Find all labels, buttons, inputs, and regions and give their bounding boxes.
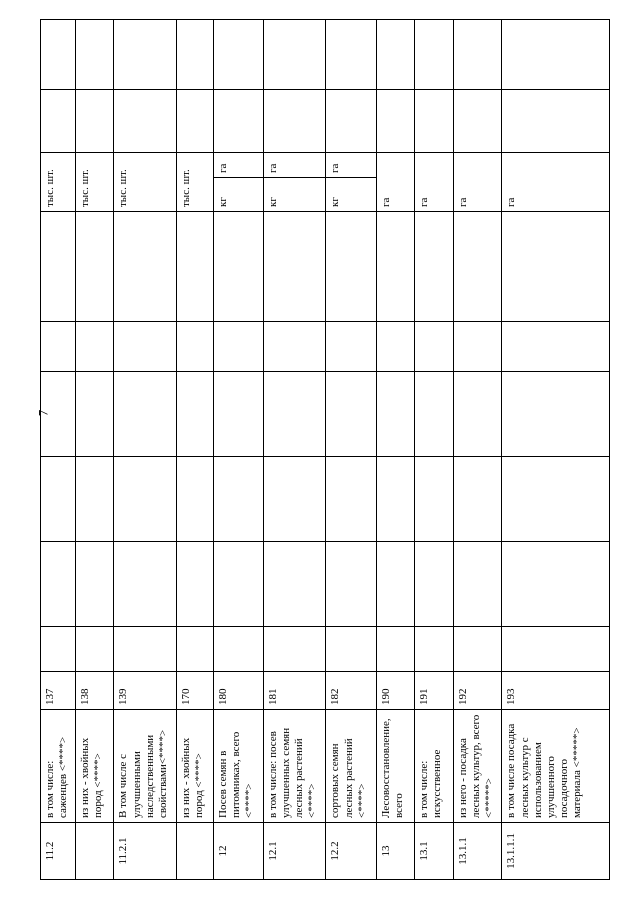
unit-cell: тыс. шт. xyxy=(41,153,76,212)
value-cell xyxy=(213,20,263,90)
value-cell xyxy=(114,212,177,322)
row-code: 12.2 xyxy=(326,823,376,880)
value-cell xyxy=(114,20,177,90)
value-cell xyxy=(213,627,263,672)
value-cell xyxy=(326,322,376,372)
value-cell xyxy=(41,20,76,90)
value-cell xyxy=(376,457,415,542)
value-cell xyxy=(213,90,263,153)
value-cell xyxy=(326,212,376,322)
row-code: 13.1.1 xyxy=(453,823,502,880)
line-number: 193 xyxy=(502,672,610,710)
page-number: 7 xyxy=(35,409,51,417)
value-cell xyxy=(114,542,177,627)
unit-ha-cell: га xyxy=(326,153,376,178)
unit-cell: тыс. шт. xyxy=(177,153,214,212)
line-number: 138 xyxy=(75,672,114,710)
row-name: Лесовосстановление, всего xyxy=(376,710,415,823)
value-cell xyxy=(415,212,454,322)
row-code xyxy=(177,823,214,880)
value-cell xyxy=(75,212,114,322)
value-cell xyxy=(415,90,454,153)
unit-cell: га xyxy=(415,153,454,212)
value-cell xyxy=(177,372,214,457)
row-name: В том числе с улучшенными наследственными свойствами<****> xyxy=(114,710,177,823)
line-number: 191 xyxy=(415,672,454,710)
unit-ha-cell: га xyxy=(263,153,326,178)
value-cell xyxy=(213,457,263,542)
value-cell xyxy=(41,90,76,153)
value-cell xyxy=(213,542,263,627)
value-cell xyxy=(453,90,502,153)
value-cell xyxy=(376,322,415,372)
unit-cell: тыс. шт. xyxy=(75,153,114,212)
unit-cell: га xyxy=(502,153,610,212)
row-code: 11.2 xyxy=(41,823,76,880)
value-cell xyxy=(376,212,415,322)
table-row xyxy=(75,20,114,880)
row-code: 12 xyxy=(213,823,263,880)
value-cell xyxy=(263,542,326,627)
row-code: 13.1.1.1 xyxy=(502,823,610,880)
value-cell xyxy=(177,20,214,90)
value-cell xyxy=(41,322,76,372)
row-name: в том числе: искусственное xyxy=(415,710,454,823)
line-number: 139 xyxy=(114,672,177,710)
value-cell xyxy=(41,457,76,542)
value-cell xyxy=(502,322,610,372)
value-cell xyxy=(453,20,502,90)
row-name: из них - хвойных пород <****> xyxy=(177,710,214,823)
value-cell xyxy=(263,627,326,672)
value-cell xyxy=(502,90,610,153)
value-cell xyxy=(326,542,376,627)
value-cell xyxy=(41,542,76,627)
value-cell xyxy=(177,542,214,627)
value-cell xyxy=(177,322,214,372)
row-name: в том числе посадка лесных культур с использованием улучшенного посадочного материала <*****> xyxy=(502,710,610,823)
value-cell xyxy=(114,372,177,457)
value-cell xyxy=(502,20,610,90)
unit-kg-cell: кг xyxy=(213,178,263,212)
value-cell xyxy=(376,542,415,627)
value-cell xyxy=(41,627,76,672)
value-cell xyxy=(263,322,326,372)
value-cell xyxy=(75,322,114,372)
row-name: сортовых семян лесных растений <****> xyxy=(326,710,376,823)
value-cell xyxy=(453,627,502,672)
report-table-container xyxy=(40,20,610,880)
table-row xyxy=(415,20,454,880)
value-cell xyxy=(177,627,214,672)
value-cell xyxy=(177,90,214,153)
value-cell xyxy=(41,212,76,322)
value-cell xyxy=(415,627,454,672)
value-cell xyxy=(213,212,263,322)
row-name: в том числе: саженцев <****> xyxy=(41,710,76,823)
line-number: 180 xyxy=(213,672,263,710)
table-row xyxy=(502,20,610,880)
row-code: 13 xyxy=(376,823,415,880)
table-row xyxy=(263,20,326,880)
line-number: 170 xyxy=(177,672,214,710)
unit-ha-cell: га xyxy=(213,153,263,178)
value-cell xyxy=(376,20,415,90)
line-number: 181 xyxy=(263,672,326,710)
rotated-table-frame xyxy=(40,20,610,880)
value-cell xyxy=(213,372,263,457)
value-cell xyxy=(326,457,376,542)
line-number: 192 xyxy=(453,672,502,710)
unit-cell: га xyxy=(453,153,502,212)
value-cell xyxy=(453,372,502,457)
line-number: 182 xyxy=(326,672,376,710)
row-name: в том числе: посев улучшенных семян лесных растений <****> xyxy=(263,710,326,823)
table-row xyxy=(213,20,263,880)
table-row xyxy=(114,20,177,880)
row-name: Посев семян в питомниках, всего <****> xyxy=(213,710,263,823)
value-cell xyxy=(502,457,610,542)
value-cell xyxy=(75,372,114,457)
value-cell xyxy=(326,90,376,153)
row-code: 12.1 xyxy=(263,823,326,880)
value-cell xyxy=(75,457,114,542)
value-cell xyxy=(326,372,376,457)
table-row xyxy=(326,20,376,880)
value-cell xyxy=(415,372,454,457)
value-cell xyxy=(114,322,177,372)
value-cell xyxy=(75,542,114,627)
unit-cell: тыс. шт. xyxy=(114,153,177,212)
value-cell xyxy=(263,457,326,542)
value-cell xyxy=(177,212,214,322)
value-cell xyxy=(453,212,502,322)
value-cell xyxy=(326,20,376,90)
value-cell xyxy=(263,20,326,90)
value-cell xyxy=(453,542,502,627)
unit-cell: га xyxy=(376,153,415,212)
row-code: 13.1 xyxy=(415,823,454,880)
value-cell xyxy=(41,372,76,457)
value-cell xyxy=(263,372,326,457)
value-cell xyxy=(75,20,114,90)
value-cell xyxy=(415,542,454,627)
table-row xyxy=(177,20,214,880)
value-cell xyxy=(502,627,610,672)
line-number: 190 xyxy=(376,672,415,710)
value-cell xyxy=(114,627,177,672)
value-cell xyxy=(502,372,610,457)
value-cell xyxy=(326,627,376,672)
value-cell xyxy=(376,90,415,153)
value-cell xyxy=(263,90,326,153)
value-cell xyxy=(114,90,177,153)
value-cell xyxy=(75,627,114,672)
forestry-report-table xyxy=(40,19,610,880)
value-cell xyxy=(415,322,454,372)
value-cell xyxy=(213,322,263,372)
value-cell xyxy=(177,457,214,542)
value-cell xyxy=(502,212,610,322)
table-row xyxy=(41,20,76,880)
value-cell xyxy=(415,20,454,90)
value-cell xyxy=(453,322,502,372)
value-cell xyxy=(114,457,177,542)
unit-kg-cell: кг xyxy=(263,178,326,212)
value-cell xyxy=(415,457,454,542)
row-code xyxy=(75,823,114,880)
unit-kg-cell: кг xyxy=(326,178,376,212)
row-name: из него - посадка лесных культур, всего <*****> xyxy=(453,710,502,823)
value-cell xyxy=(75,90,114,153)
row-code: 11.2.1 xyxy=(114,823,177,880)
line-number: 137 xyxy=(41,672,76,710)
table-row xyxy=(453,20,502,880)
value-cell xyxy=(263,212,326,322)
value-cell xyxy=(453,457,502,542)
value-cell xyxy=(502,542,610,627)
value-cell xyxy=(376,627,415,672)
row-name: из них - хвойных пород <****> xyxy=(75,710,114,823)
table-row xyxy=(376,20,415,880)
value-cell xyxy=(376,372,415,457)
